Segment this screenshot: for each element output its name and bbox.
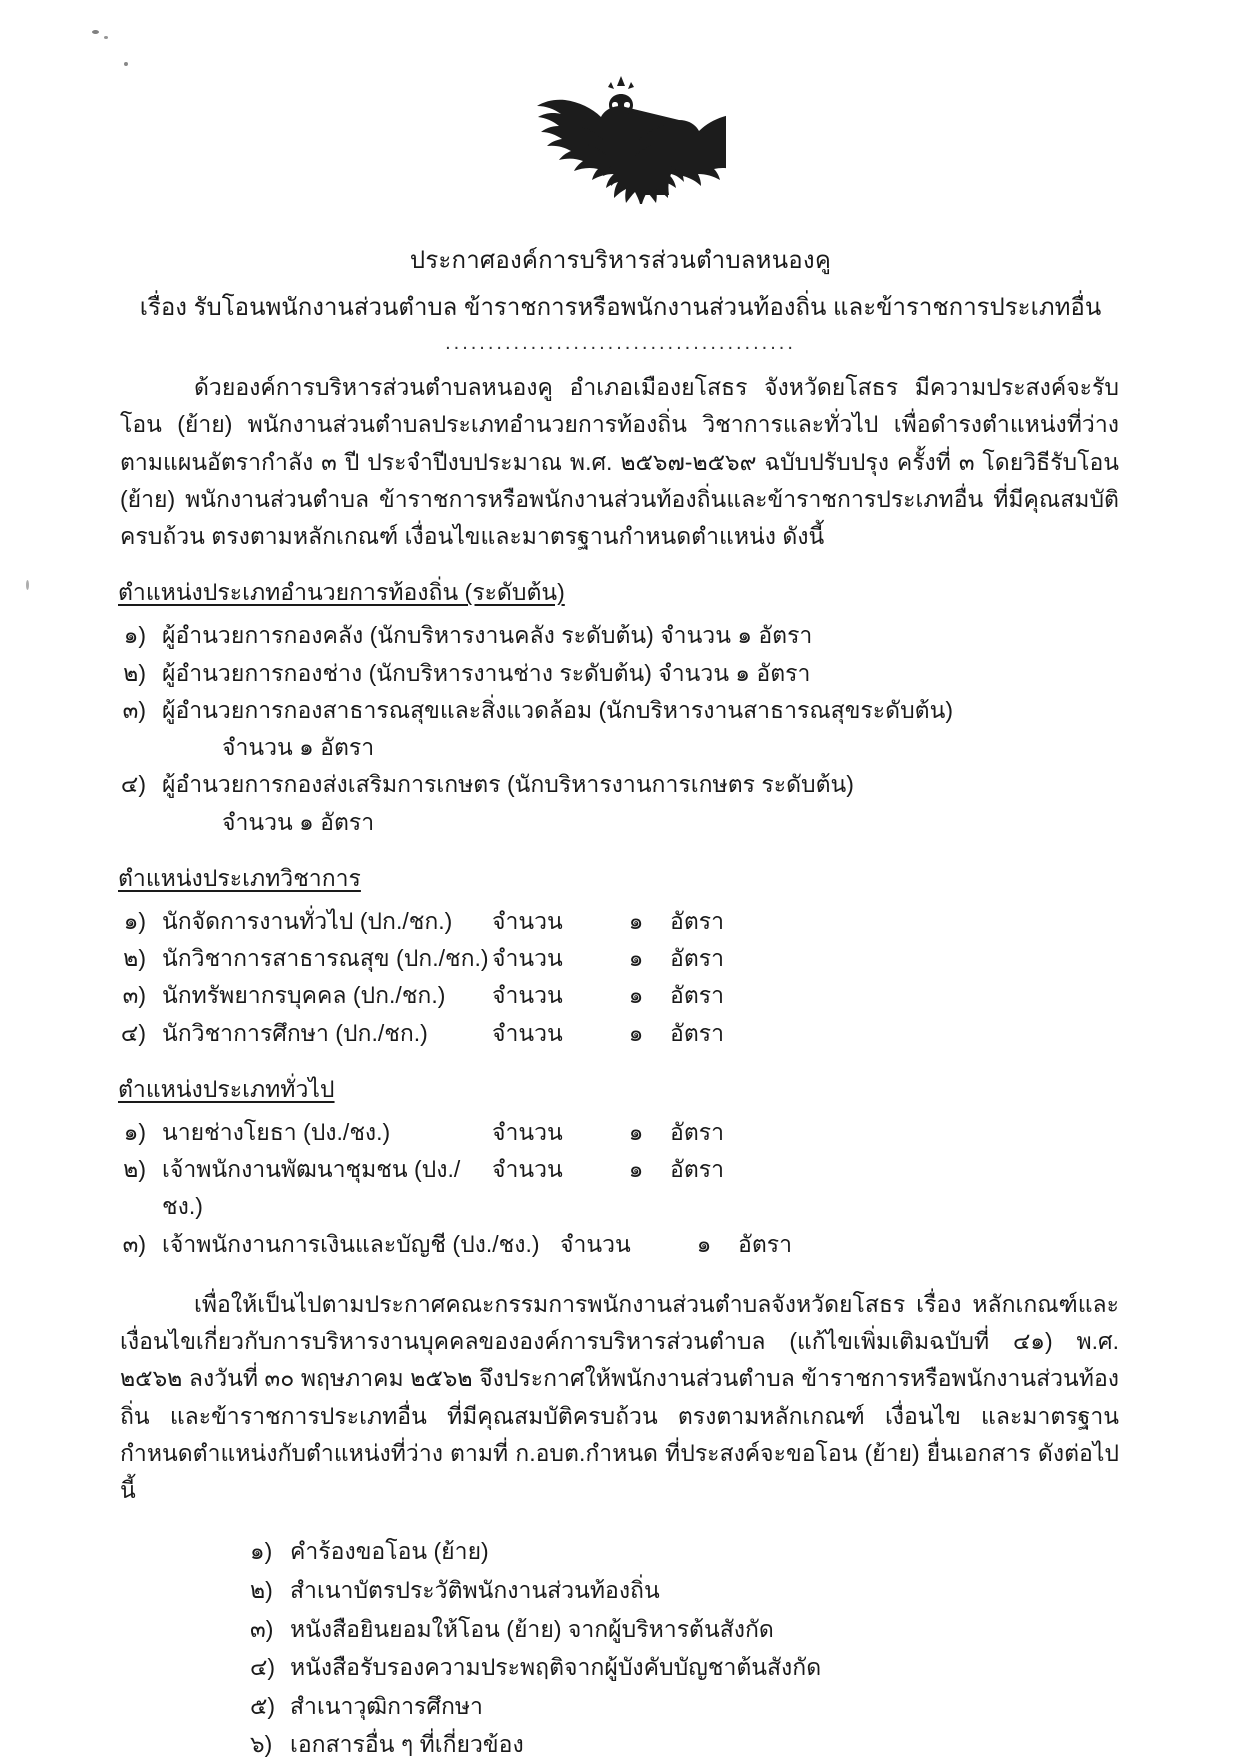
list-item-number: ๒): [123, 1156, 146, 1182]
header-dot-rule: .........................................: [445, 332, 796, 354]
list-item-text: ผู้อำนวยการกองคลัง (นักบริหารงานคลัง ระดับต้น) จำนวน ๑ อัตรา: [162, 622, 813, 649]
list-item-number: ๖): [250, 1731, 273, 1758]
list-item: [250, 1571, 1241, 1610]
section-title-general: ตำแหน่งประเภททั่วไป: [118, 1075, 335, 1102]
list-item-number: ๑): [123, 1118, 146, 1145]
list-item-number: ๑): [123, 907, 146, 934]
position-name: นักวิชาการศึกษา (ปก./ชก.): [162, 1019, 428, 1046]
amount-label: จำนวน: [492, 945, 563, 971]
position-name: นักวิชาการสาธารณสุข (ปก./ชก.): [162, 945, 489, 971]
list-item-number: ๕): [250, 1692, 276, 1719]
list-item-text: เอกสารอื่น ๆ ที่เกี่ยวข้อง: [290, 1731, 524, 1758]
list-item: [118, 1114, 1241, 1151]
list-item-number: ๒): [250, 1576, 273, 1603]
amount-unit: อัตรา: [670, 982, 725, 1009]
list-item: [118, 1015, 1241, 1052]
list-item-number: ๔): [120, 1019, 146, 1046]
required-documents-list: [250, 1532, 1241, 1764]
list-item-text: หนังสือยินยอมให้โอน (ย้าย) จากผู้บริหารต้นสังกัด: [290, 1615, 774, 1642]
amount-label: จำนวน: [492, 1156, 563, 1182]
garuda-emblem: [0, 0, 1241, 222]
list-item-number: ๑): [123, 622, 146, 649]
amount-value: ๑: [628, 1118, 644, 1145]
amount-label: จำนวน: [560, 1230, 631, 1257]
list-item-number: ๓): [122, 1230, 146, 1257]
list-item: [250, 1725, 1241, 1764]
list-item-text: หนังสือรับรองความประพฤติจากผู้บังคับบัญชาต้นสังกัด: [290, 1654, 822, 1681]
amount-unit: อัตรา: [670, 907, 725, 934]
list-item-text: สำเนาวุฒิการศึกษา: [290, 1692, 483, 1719]
amount-value: ๑: [696, 1230, 712, 1257]
criteria-paragraph-block: [0, 1286, 1241, 1510]
amount-unit: อัตรา: [670, 1118, 725, 1145]
list-item: [118, 1151, 1241, 1226]
list-item-number: ๑): [250, 1538, 273, 1565]
list-item-continuation: จำนวน ๑ อัตรา: [222, 808, 375, 835]
list-item-number: ๓): [122, 982, 146, 1009]
position-list-general: [118, 1114, 1241, 1263]
list-item-text: ผู้อำนวยการกองช่าง (นักบริหารงานช่าง ระดับต้น) จำนวน ๑ อัตรา: [162, 659, 811, 686]
list-item-text: สำเนาบัตรประวัติพนักงานส่วนท้องถิ่น: [290, 1576, 660, 1603]
scan-speck: [92, 30, 99, 34]
amount-label: จำนวน: [492, 907, 563, 934]
list-item-continuation: จำนวน ๑ อัตรา: [222, 734, 375, 760]
list-item: [118, 1226, 1241, 1263]
amount-value: ๑: [628, 1019, 644, 1046]
list-item: [118, 692, 1241, 729]
list-item-number: ๔): [120, 771, 146, 798]
list-item: [250, 1648, 1241, 1687]
position-name: เจ้าพนักงานพัฒนาชุมชน (ปง./ชง.): [162, 1156, 461, 1220]
list-item-text: คำร้องขอโอน (ย้าย): [290, 1538, 489, 1565]
list-item-number: ๓): [122, 696, 146, 723]
list-item-number: ๒): [123, 659, 146, 686]
amount-unit: อัตรา: [738, 1230, 793, 1257]
scan-speck: [104, 36, 108, 39]
amount-value: ๑: [628, 1156, 644, 1182]
document-header: [0, 240, 1241, 326]
announcement-subject-line: เรื่อง รับโอนพนักงานส่วนตำบล ข้าราชการหรือพนักงานส่วนท้องถิ่น และข้าราชการประเภทอื่น: [139, 294, 1102, 321]
scan-speck: [26, 580, 29, 590]
list-item-number: ๔): [250, 1654, 276, 1681]
amount-unit: อัตรา: [670, 945, 725, 971]
list-item: [250, 1610, 1241, 1649]
amount-unit: อัตรา: [670, 1019, 725, 1046]
position-list-academic: [118, 903, 1241, 1052]
section-title-academic: ตำแหน่งประเภทวิชาการ: [118, 864, 361, 891]
announcement-org-line: ประกาศองค์การบริหารส่วนตำบลหนองคู: [409, 247, 832, 274]
list-item: [118, 655, 1241, 692]
criteria-paragraph: เพื่อให้เป็นไปตามประกาศคณะกรรมการพนักงานส่วนตำบลจังหวัดยโสธร เรื่อง หลักเกณฑ์และเงื่อนไขเกี่ยวกับการบริหารงานบุคคลขององค์การบริหารส่วนตำบล (แก้ไขเพิ่มเติมฉบับที่ ๔๑) พ.ศ. ๒๕๖๒ ลงวันที่ ๓๐ พฤษภาคม ๒๕๖๒ จึงประกาศให้พนักงานส่วนตำบล ข้าราชการหรือพนักงานส่วนท้องถิ่น และข้าราชการประเภทอื่น ที่มีคุณสมบัติครบถ้วน ตรงตามหลักเกณฑ์ เงื่อนไข และมาตรฐานกำหนดตำแหน่งกับตำแหน่งที่ว่าง ตามที่ ก.อบต.กำหนด ที่ประสงค์จะขอโอน (ย้าย) ยื่นเอกสาร ดังต่อไปนี้: [120, 1290, 1119, 1503]
amount-label: จำนวน: [492, 1019, 563, 1046]
list-item: [118, 903, 1241, 940]
amount-label: จำนวน: [492, 1118, 563, 1145]
list-item: [250, 1687, 1241, 1726]
list-item: [118, 940, 1241, 977]
list-item-text: ผู้อำนวยการกองส่งเสริมการเกษตร (นักบริหารงานการเกษตร ระดับต้น): [162, 771, 854, 798]
intro-paragraph-block: [0, 369, 1241, 555]
amount-label: จำนวน: [492, 982, 563, 1009]
list-item: [118, 977, 1241, 1014]
position-name: นักจัดการงานทั่วไป (ปก./ชก.): [162, 907, 453, 934]
amount-value: ๑: [628, 945, 644, 971]
list-item: [118, 617, 1241, 654]
position-name: นายช่างโยธา (ปง./ชง.): [162, 1118, 391, 1145]
amount-unit: อัตรา: [670, 1156, 725, 1182]
amount-value: ๑: [628, 907, 644, 934]
section-title-directive: ตำแหน่งประเภทอำนวยการท้องถิ่น (ระดับต้น): [118, 579, 565, 606]
position-list-directive: [118, 617, 1241, 841]
list-item: [250, 1532, 1241, 1571]
list-item-number: ๓): [250, 1615, 274, 1642]
amount-value: ๑: [628, 982, 644, 1009]
list-item-text: ผู้อำนวยการกองสาธารณสุขและสิ่งแวดล้อม (นักบริหารงานสาธารณสุขระดับต้น): [162, 696, 953, 723]
scan-speck: [124, 62, 128, 66]
intro-paragraph: ด้วยองค์การบริหารส่วนตำบลหนองคู อำเภอเมืองยโสธร จังหวัดยโสธร มีความประสงค์จะรับโอน (ย้าย) พนักงานส่วนตำบลประเภทอำนวยการท้องถิ่น วิชาการและทั่วไป เพื่อดำรงตำแหน่งที่ว่างตามแผนอัตรากำลัง ๓ ปี ประจำปีงบประมาณ พ.ศ. ๒๕๖๗-๒๕๖๙ ฉบับปรับปรุง ครั้งที่ ๓ โดยวิธีรับโอน (ย้าย) พนักงานส่วนตำบล ข้าราชการหรือพนักงานส่วนท้องถิ่นและข้าราชการประเภทอื่น ที่มีคุณสมบัติครบถ้วน ตรงตามหลักเกณฑ์ เงื่อนไขและมาตรฐานกำหนดตำแหน่ง ดังนี้: [120, 374, 1119, 549]
list-item-number: ๒): [123, 945, 146, 971]
position-name: เจ้าพนักงานการเงินและบัญชี (ปง./ชง.): [162, 1230, 540, 1257]
list-item: [118, 766, 1241, 803]
position-name: นักทรัพยากรบุคคล (ปก./ชก.): [162, 982, 446, 1009]
